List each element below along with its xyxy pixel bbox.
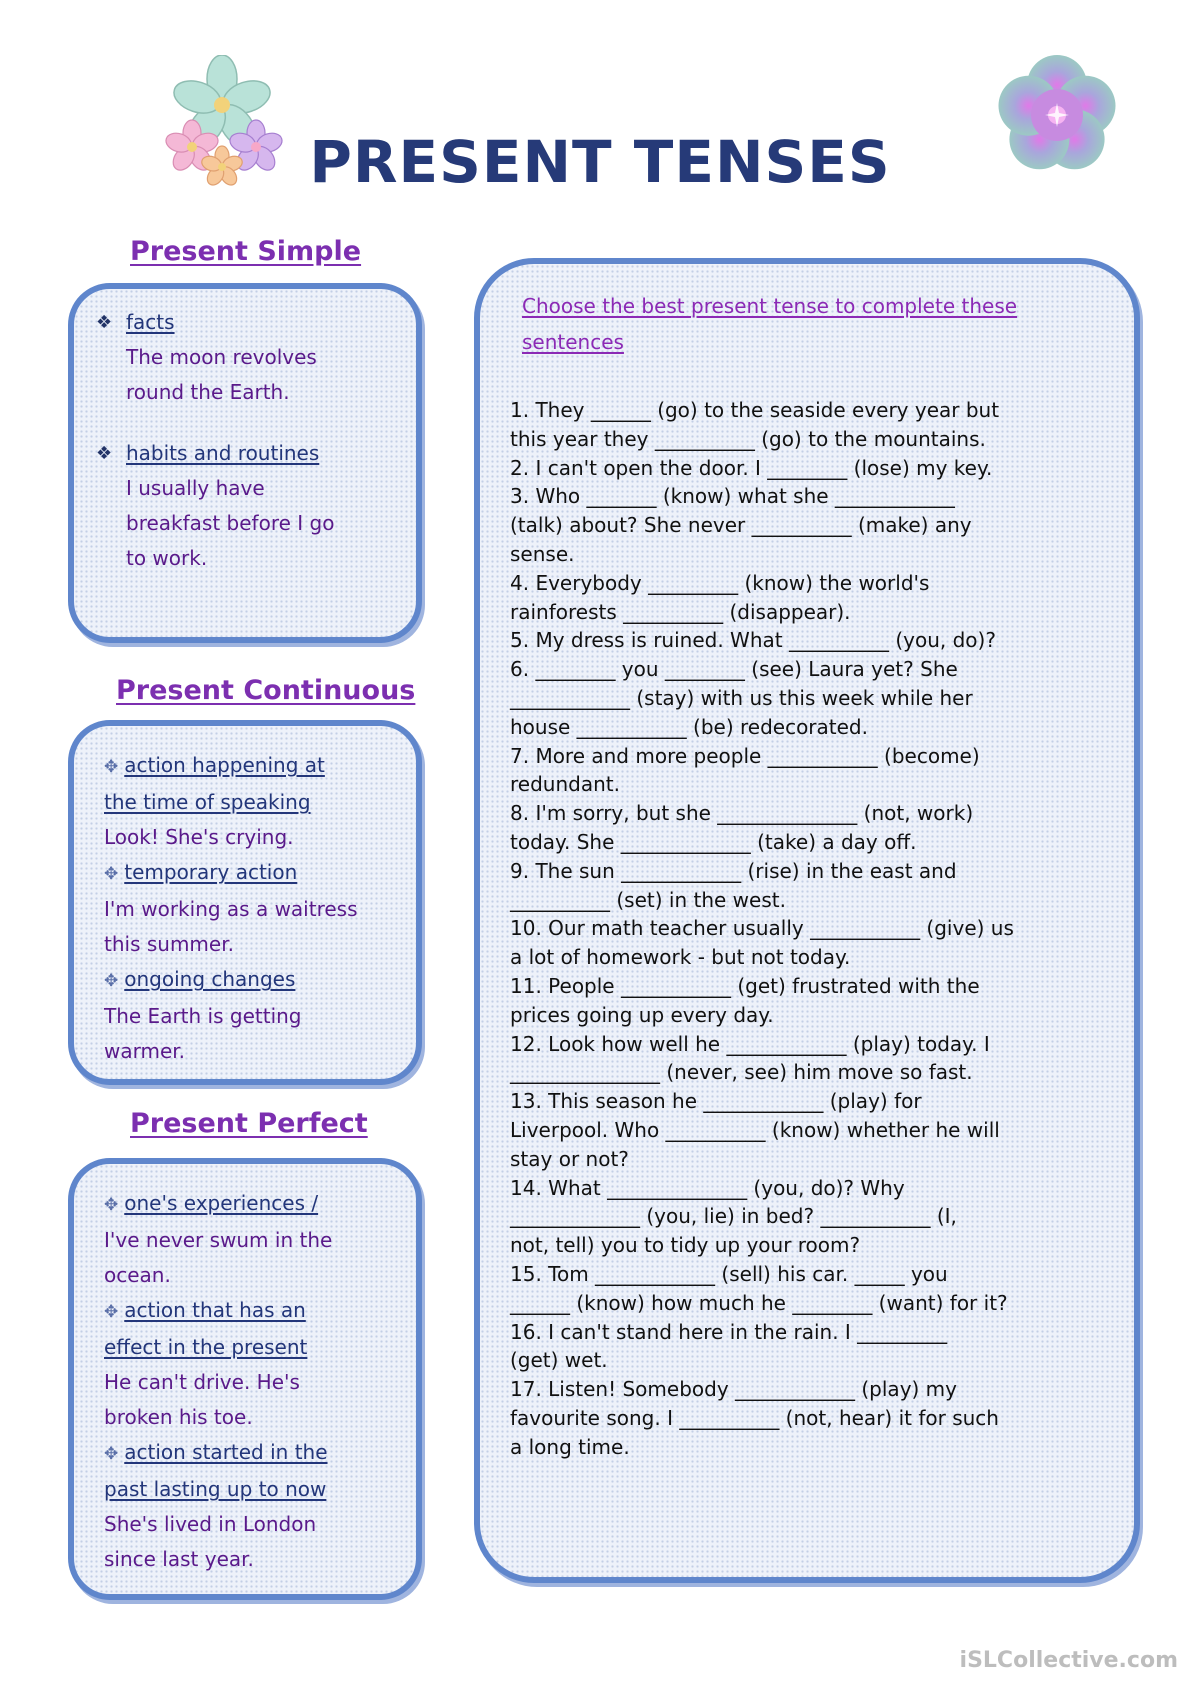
example-line: Look! She's crying. <box>104 825 294 849</box>
example-line: this summer. <box>104 932 234 956</box>
exercise-line: 2. I can't open the door. I ________ (lose) my key. <box>510 455 993 480</box>
example-line: warmer. <box>104 1039 186 1063</box>
use-label: ongoing changes <box>124 967 296 991</box>
exercise-line: stay or not? <box>510 1146 629 1171</box>
exercise-line: 10. Our math teacher usually ___________ (give) us <box>510 916 1014 941</box>
present-simple-title: Present Simple <box>130 236 362 267</box>
exercise-line: 14. What ______________ (you, do)? Why <box>510 1175 905 1200</box>
example-line: since last year. <box>104 1547 254 1571</box>
use-label: habits and routines <box>126 441 320 465</box>
list-item <box>96 305 396 410</box>
exercise-line: ______ (know) how much he ________ (want) for it? <box>510 1290 1008 1315</box>
bullet-icon: ✥ <box>104 757 119 777</box>
exercise-line: _______________ (never, see) him move so fast. <box>510 1060 973 1085</box>
exercise-line: (talk) about? She never __________ (make) any <box>510 513 972 538</box>
example-line: The moon revolves <box>126 345 317 369</box>
example-line: round the Earth. <box>126 380 290 404</box>
exercise-line: 6. ________ you ________ (see) Laura yet? She <box>510 657 958 682</box>
exercise-line: ____________ (stay) with us this week while her <box>510 685 973 710</box>
exercise-line: sense. <box>510 541 575 566</box>
bullet-icon: ✥ <box>104 1302 119 1322</box>
example-line: He can't drive. He's <box>104 1370 300 1394</box>
exercise-line: 17. Listen! Somebody ____________ (play) my <box>510 1377 958 1402</box>
exercise-line: 7. More and more people ___________ (become) <box>510 743 980 768</box>
example-line: I've never swum in the <box>104 1228 333 1252</box>
exercise-line: 13. This season he ____________ (play) for <box>510 1089 922 1114</box>
exercise-line: 12. Look how well he ____________ (play) today. I <box>510 1031 990 1056</box>
exercise-line: 4. Everybody _________ (know) the world's <box>510 570 930 595</box>
diamond-bullet-icon: ❖ <box>96 312 113 333</box>
present-continuous-box <box>68 720 422 1085</box>
exercise-line: rainforests __________ (disappear). <box>510 599 851 624</box>
example-line: ocean. <box>104 1263 171 1287</box>
bullet-icon: ✥ <box>104 1444 119 1464</box>
exercise-line: a long time. <box>510 1434 630 1459</box>
exercise-line: 3. Who _______ (know) what she ____________ <box>510 484 955 509</box>
exercise-line: favourite song. I __________ (not, hear) it for such <box>510 1405 999 1430</box>
list-item <box>104 1435 414 1577</box>
exercise-line: __________ (set) in the west. <box>510 887 786 912</box>
exercise-line: 1. They ______ (go) to the seaside every year but <box>510 398 1000 422</box>
list-item <box>96 436 396 576</box>
exercise-lines <box>510 396 1120 1461</box>
example-line: to work. <box>126 546 208 570</box>
exercise-line: not, tell) you to tidy up your room? <box>510 1233 861 1258</box>
instruction-line: sentences <box>522 330 624 354</box>
example-line: breakfast before I go <box>126 511 335 535</box>
list-item <box>104 1293 414 1435</box>
use-label: effect in the present <box>104 1335 308 1359</box>
use-label: past lasting up to now <box>104 1477 327 1501</box>
exercise-line: 15. Tom ____________ (sell) his car. _____ you <box>510 1261 948 1286</box>
instruction-line: Choose the best present tense to complete these <box>522 294 1018 318</box>
present-simple-box <box>68 283 422 643</box>
exercise-line: 11. People ___________ (get) frustrated with the <box>510 973 980 998</box>
exercise-line: today. She _____________ (take) a day off. <box>510 829 917 854</box>
watermark: iSLCollective.com <box>959 1648 1178 1673</box>
bullet-icon: ✥ <box>104 971 119 991</box>
exercise-line: a lot of homework - but not today. <box>510 945 851 970</box>
use-label: facts <box>126 310 175 334</box>
example-line: The Earth is getting <box>104 1004 302 1028</box>
exercise-line: (get) wet. <box>510 1348 608 1373</box>
list-item <box>104 962 414 1069</box>
example-line: I usually have <box>126 476 265 500</box>
exercise-line: prices going up every day. <box>510 1002 774 1027</box>
list-item <box>104 1186 414 1293</box>
present-continuous-title: Present Continuous <box>116 675 416 706</box>
use-label: action happening at <box>124 753 325 777</box>
exercise-line: 16. I can't stand here in the rain. I _________ <box>510 1319 948 1344</box>
page-title: PRESENT TENSES <box>309 128 891 196</box>
exercise-line: _____________ (you, lie) in bed? ___________ (I, <box>510 1204 957 1229</box>
example-line: She's lived in London <box>104 1512 317 1536</box>
use-label: the time of speaking <box>104 790 311 814</box>
diamond-bullet-icon: ❖ <box>96 443 113 464</box>
exercise-box <box>474 258 1140 1583</box>
use-label: temporary action <box>124 860 298 884</box>
bullet-icon: ✥ <box>104 864 119 884</box>
exercise-line: this year they __________ (go) to the mountains. <box>510 426 986 451</box>
example-line: I'm working as a waitress <box>104 897 358 921</box>
exercise-line: 8. I'm sorry, but she ______________ (not, work) <box>510 801 974 826</box>
exercise-line: Liverpool. Who __________ (know) whether he will <box>510 1117 1000 1142</box>
present-perfect-box <box>68 1158 422 1600</box>
exercise-line: redundant. <box>510 772 620 797</box>
exercise-line: 5. My dress is ruined. What __________ (you, do)? <box>510 628 996 653</box>
exercise-line: house ___________ (be) redecorated. <box>510 714 868 739</box>
use-label: action started in the <box>124 1440 328 1464</box>
list-item <box>104 748 414 855</box>
use-label: action that has an <box>124 1298 306 1322</box>
list-item <box>104 855 414 962</box>
exercise-line: 9. The sun ____________ (rise) in the east and <box>510 858 957 883</box>
use-label: one's experiences / <box>124 1191 319 1215</box>
bullet-icon: ✥ <box>104 1195 119 1215</box>
example-line: broken his toe. <box>104 1405 253 1429</box>
present-perfect-title: Present Perfect <box>130 1108 368 1139</box>
